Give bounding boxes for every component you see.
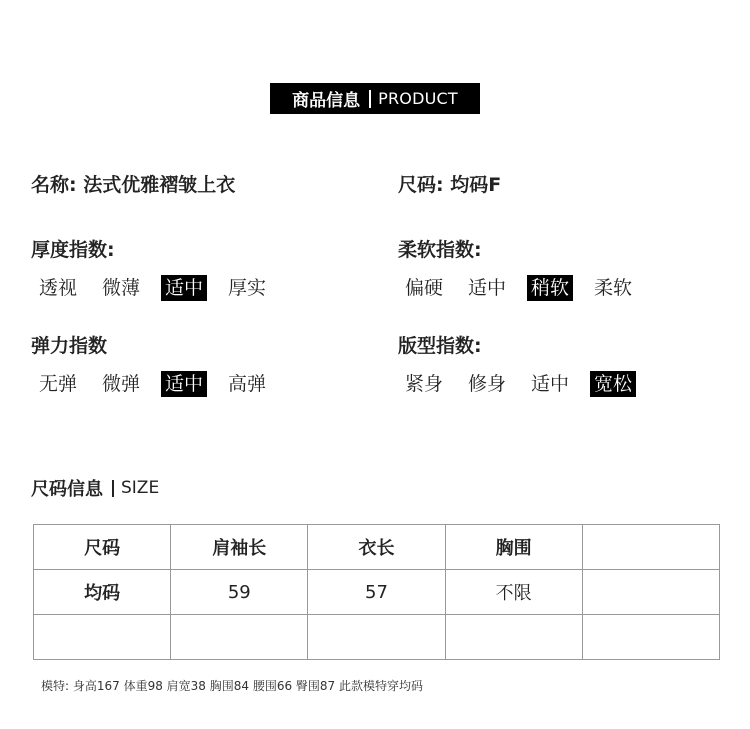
- size-info-title-en: SIZE: [121, 478, 160, 498]
- thickness-label: 厚度指数:: [31, 239, 115, 261]
- table-cell: [34, 615, 171, 660]
- table-header-cell: 衣长: [308, 525, 445, 570]
- thickness-options: [35, 275, 287, 301]
- softness-label: 柔软指数:: [398, 239, 482, 261]
- product-size-label: 尺码:: [398, 174, 444, 196]
- table-cell: [582, 615, 719, 660]
- banner-title-en: PRODUCT: [378, 89, 458, 108]
- size-table: [33, 524, 720, 660]
- elasticity-option: 微弹: [102, 373, 141, 395]
- table-cell: [445, 615, 582, 660]
- softness-option: 稍软: [527, 275, 573, 301]
- fit-option: 宽松: [590, 371, 636, 397]
- fit-label: 版型指数:: [398, 335, 482, 357]
- table-cell: 均码: [34, 570, 171, 615]
- product-size-value: 均码F: [450, 174, 502, 196]
- softness-options: [401, 275, 653, 301]
- elasticity-option: 无弹: [39, 373, 78, 395]
- table-header-cell: 胸围: [445, 525, 582, 570]
- fit-option: 适中: [531, 373, 570, 395]
- fit-option: 修身: [468, 373, 507, 395]
- table-header-cell: 肩袖长: [171, 525, 308, 570]
- fit-option: 紧身: [405, 373, 444, 395]
- softness-option: 柔软: [594, 277, 633, 299]
- product-info-banner: [270, 83, 480, 114]
- product-name-value: 法式优雅褶皱上衣: [83, 174, 236, 196]
- elasticity-option: 适中: [161, 371, 207, 397]
- product-name: [31, 170, 235, 197]
- elasticity-option: 高弹: [228, 373, 267, 395]
- size-info-separator: [112, 480, 114, 497]
- thickness-option: 微薄: [102, 277, 141, 299]
- elasticity-label: 弹力指数: [31, 335, 108, 357]
- fit-options: [401, 371, 653, 397]
- table-cell: 不限: [445, 570, 582, 615]
- table-header-cell: [582, 525, 719, 570]
- elasticity-options: [35, 371, 287, 397]
- model-note: 模特: 身高167 体重98 肩宽38 胸围84 腰围66 臀围87 此款模特穿均码: [41, 679, 423, 693]
- banner-separator: [369, 90, 371, 108]
- table-cell: [308, 615, 445, 660]
- table-cell: 59: [171, 570, 308, 615]
- table-header-row: [34, 525, 720, 570]
- table-cell: 57: [308, 570, 445, 615]
- softness-option: 偏硬: [405, 277, 444, 299]
- thickness-option: 适中: [161, 275, 207, 301]
- softness-option: 适中: [468, 277, 507, 299]
- product-size: [398, 170, 501, 197]
- table-row: [34, 615, 720, 660]
- banner-title-cn: 商品信息: [292, 91, 361, 111]
- table-row: [34, 570, 720, 615]
- product-name-label: 名称:: [31, 174, 77, 196]
- size-info-title-cn: 尺码信息: [31, 479, 103, 500]
- thickness-option: 厚实: [228, 277, 267, 299]
- table-cell: [171, 615, 308, 660]
- thickness-option: 透视: [39, 277, 78, 299]
- table-header-cell: 尺码: [34, 525, 171, 570]
- size-info-heading: [31, 475, 159, 501]
- table-cell: [582, 570, 719, 615]
